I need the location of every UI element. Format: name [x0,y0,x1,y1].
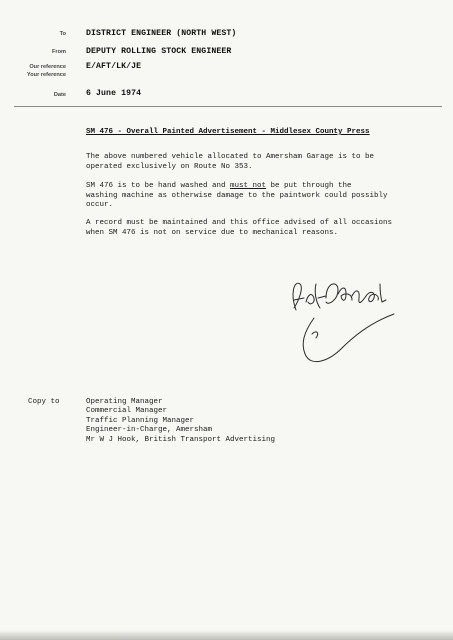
paragraph-3-line-1: A record must be maintained and this office advised of all occasions [86,219,393,227]
paragraph-1 [86,153,416,172]
paragraph-2-line-2: washing machine as otherwise damage to the paintwork could possibly [86,191,388,200]
paragraph-1-line-1: The above numbered vehicle allocated to Amersham Garage is to be [86,153,375,161]
our-reference-label: Our reference [29,64,66,70]
date-label: Date [53,92,66,98]
copy-recipient: Traffic Planning Manager [86,416,195,425]
our-reference-value: E/AFT/LK/JE [86,62,142,71]
header-divider [14,106,442,107]
page-bottom-edge [0,630,453,640]
paragraph-2-line-1 [86,182,416,192]
from-label: From [52,49,66,55]
copy-recipients-list [86,398,275,445]
copy-recipient: Mr W J Hook, British Transport Advertising [86,435,276,444]
copy-recipient: Commercial Manager [86,407,168,416]
copy-recipient: Operating Manager [86,398,163,406]
paragraph-3 [86,219,416,238]
memo-subject: SM 476 - Overall Painted Advertisement - Middlesex County Press [86,128,370,136]
your-reference-label: Your reference [26,72,66,78]
to-value: DISTRICT ENGINEER (NORTH WEST) [86,29,237,38]
copy-to-label: Copy to [28,398,60,406]
paragraph-2-line-3: occur. [86,201,114,210]
paragraph-2-emphasis: must not [230,182,267,190]
to-label: To [59,31,66,37]
paragraph-1-line-2: operated exclusively on Route No 353. [86,162,253,171]
copy-recipient: Engineer-in-Charge, Amersham [86,426,213,435]
handwritten-signature [286,272,406,372]
from-value: DEPUTY ROLLING STOCK ENGINEER [86,47,232,56]
date-value: 6 June 1974 [86,89,142,98]
paragraph-2 [86,182,416,211]
paragraph-2-text-after: be put through the [266,182,352,190]
paragraph-3-line-2: when SM 476 is not on service due to mechanical reasons. [86,228,339,237]
paragraph-2-text-before: SM 476 is to be hand washed and [86,182,231,190]
